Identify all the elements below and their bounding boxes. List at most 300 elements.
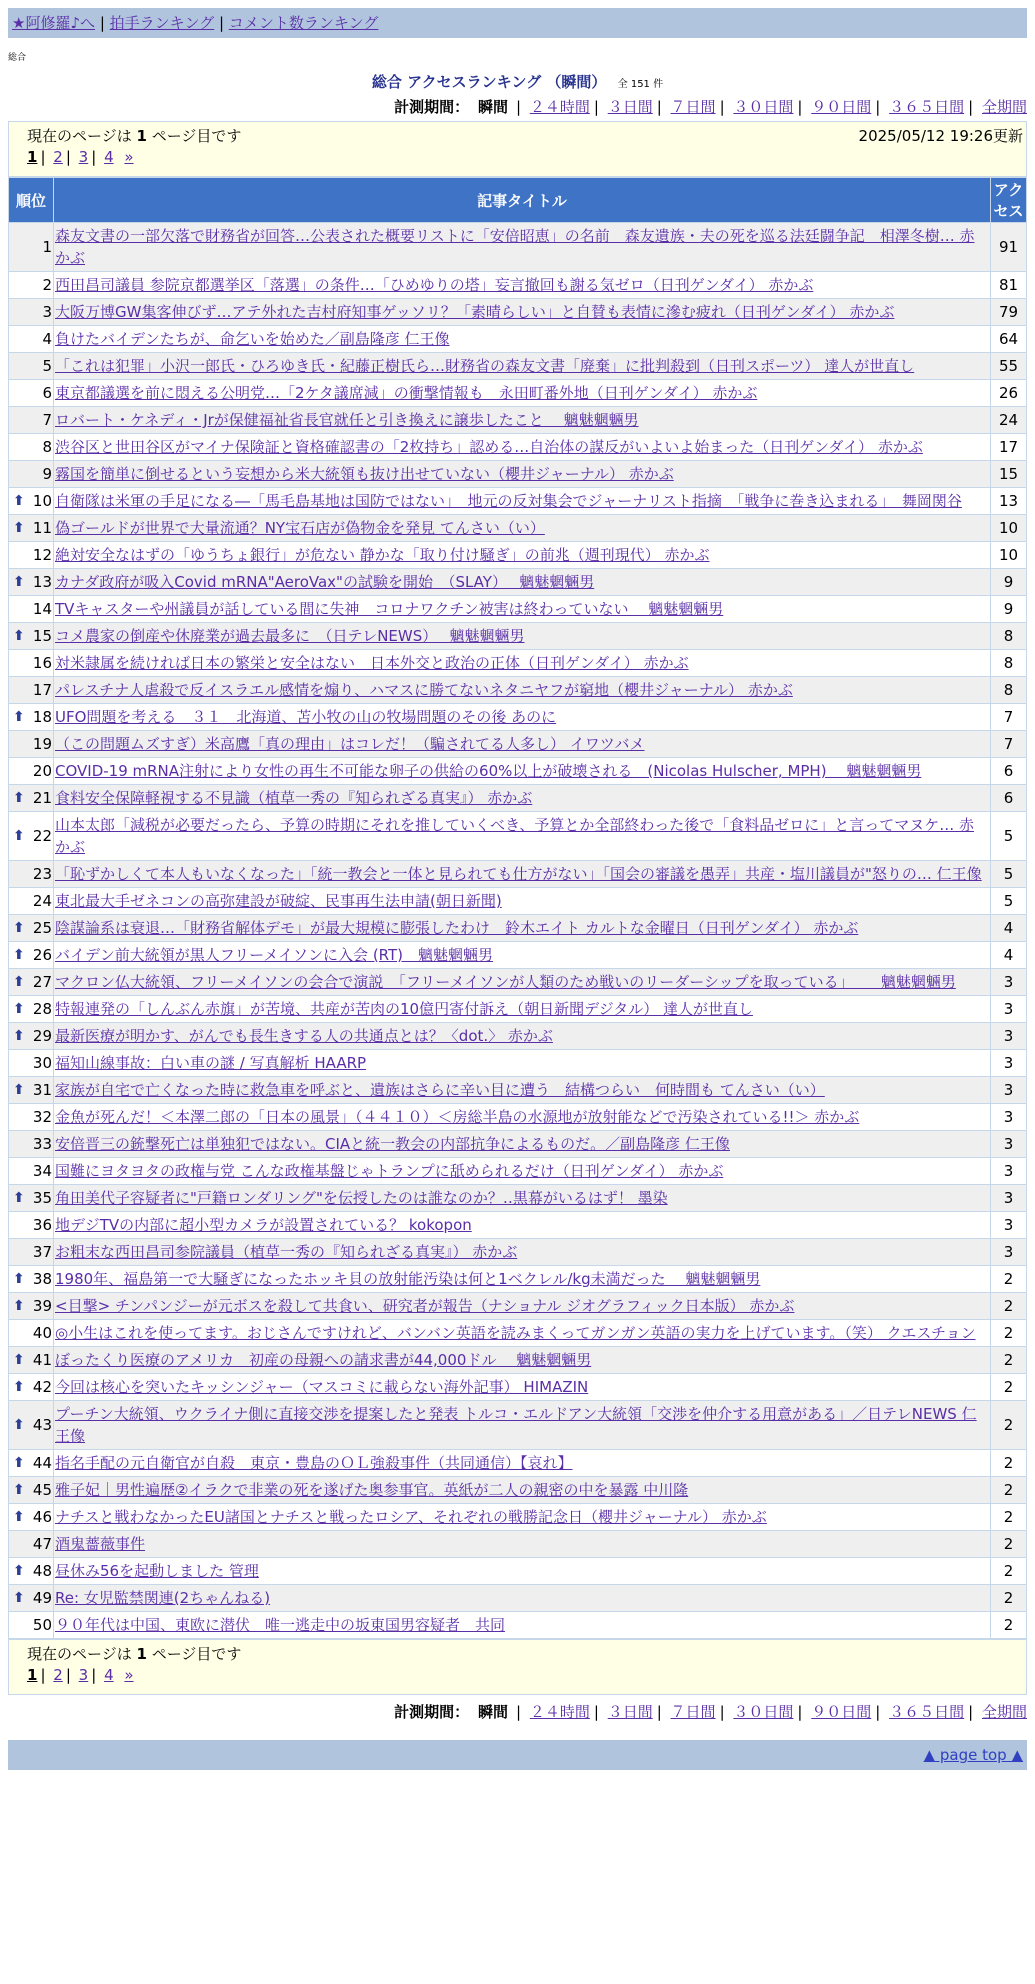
- top-nav-sep: |: [99, 14, 110, 32]
- table-row: [9, 758, 1027, 785]
- period-current: 瞬間: [477, 98, 508, 116]
- rank-number: 50: [9, 1612, 54, 1639]
- access-count: 81: [991, 272, 1027, 299]
- rank-number: 33: [9, 1131, 54, 1158]
- article-title-cell: [54, 272, 991, 299]
- article-link[interactable]: 渋谷区と世田谷区がマイナ保険証と資格確認書の「2枚持ち」認める…自治体の謀反がいよいよ始まった（日刊ゲンダイ） 赤かぶ: [55, 438, 923, 456]
- access-count: 6: [991, 785, 1027, 812]
- access-count: 8: [991, 677, 1027, 704]
- article-link[interactable]: 雅子妃｜男性遍歴②イラクで非業の死を遂げた奥参事官。英紙が二人の親密の中を暴露 中川隆: [55, 1481, 689, 1499]
- article-link[interactable]: Re: 女児監禁関連(2ちゃんねる): [55, 1589, 271, 1607]
- table-row: [9, 1531, 1027, 1558]
- article-link[interactable]: 山本太郎「減税が必要だったら、予算の時期にそれを推していくべき、予算とか全部終わった後で「食料品ゼロに」と言ってマヌケ… 赤かぶ: [55, 816, 975, 856]
- access-count: 10: [991, 542, 1027, 569]
- period-link-30d[interactable]: ３０日間: [733, 98, 794, 116]
- article-link[interactable]: 特報連発の「しんぶん赤旗」が苦境、共産が苦肉の10億円寄付訴え（朝日新聞デジタル） 達人が世直し: [55, 1000, 753, 1018]
- rank-number: 6: [9, 380, 54, 407]
- table-row: [9, 1450, 1027, 1477]
- table-row: [9, 299, 1027, 326]
- article-title-cell: [54, 996, 991, 1023]
- access-count: 3: [991, 1158, 1027, 1185]
- access-count: 5: [991, 861, 1027, 888]
- article-link[interactable]: 西田昌司議員 参院京都選挙区「落選」の条件…「ひめゆりの塔」妄言撤回も謝る気ゼロ（日刊ゲンダイ） 赤かぶ: [55, 276, 814, 294]
- period-label: 計測期間：: [394, 1703, 470, 1721]
- rank-number: 2: [9, 272, 54, 299]
- rank-up-arrow-icon: ⬆: [13, 1379, 25, 1395]
- article-link[interactable]: 対米隷属を続ければ日本の繁栄と安全はない 日本外交と政治の正体（日刊ゲンダイ） 赤かぶ: [55, 654, 689, 672]
- table-row: [9, 1558, 1027, 1585]
- article-link[interactable]: 陰謀論系は衰退…「財務省解体デモ」が最大規模に膨張したわけ 鈴木エイト カルトな金曜日（日刊ゲンダイ） 赤かぶ: [55, 919, 859, 937]
- access-count: 3: [991, 969, 1027, 996]
- table-row: [9, 326, 1027, 353]
- access-count: 2: [991, 1320, 1027, 1347]
- rank-number: 14: [9, 596, 54, 623]
- bottom-bar: [8, 1740, 1027, 1770]
- article-title-cell: [54, 434, 991, 461]
- rank-number: 20: [9, 758, 54, 785]
- article-title-cell: [54, 1158, 991, 1185]
- access-count: 4: [991, 915, 1027, 942]
- access-count: 26: [991, 380, 1027, 407]
- rank-up-arrow-icon: ⬆: [13, 1482, 25, 1498]
- rank-number: ⬆ 42: [9, 1374, 54, 1401]
- article-title-cell: [54, 1585, 991, 1612]
- table-row: [9, 1401, 1027, 1450]
- rank-number: 1: [9, 223, 54, 272]
- rank-up-arrow-icon: ⬆: [13, 574, 25, 590]
- pagination-top: 1 | 2 | 3 | 4 »: [27, 148, 134, 166]
- article-title-cell: [54, 1504, 991, 1531]
- access-count: 15: [991, 461, 1027, 488]
- article-link[interactable]: 福知山線事故：白い車の謎 / 写真解析 HAARP: [55, 1054, 367, 1072]
- article-title-cell: [54, 650, 991, 677]
- access-count: 6: [991, 758, 1027, 785]
- table-row: [9, 353, 1027, 380]
- table-row: [9, 996, 1027, 1023]
- page-link-next[interactable]: »: [124, 148, 134, 166]
- article-link[interactable]: 森友文書の一部欠落で財務省が回答…公表された概要リストに「安倍昭恵」の名前 森友遺族・夫の死を巡る法廷闘争記 相澤冬樹… 赤かぶ: [55, 227, 975, 267]
- article-link[interactable]: 角田美代子容疑者に"戸籍ロンダリング"を伝授したのは誰なのか？‥黒幕がいるはず！ 墨染: [55, 1189, 668, 1207]
- rank-number: 12: [9, 542, 54, 569]
- rank-number: ⬆ 25: [9, 915, 54, 942]
- article-link[interactable]: TVキャスターや州議員が話している間に失神 コロナワクチン被害は終わっていない 魑魅魍魎男: [55, 600, 724, 618]
- table-row: [9, 915, 1027, 942]
- table-row: [9, 731, 1027, 758]
- table-row: [9, 272, 1027, 299]
- access-count: 2: [991, 1401, 1027, 1450]
- article-title-cell: [54, 326, 991, 353]
- rank-up-arrow-icon: ⬆: [13, 1028, 25, 1044]
- article-link[interactable]: パレスチナ人虐殺で反イスラエル感情を煽り、ハマスに勝てないネタニヤフが窮地（櫻井ジャーナル） 赤かぶ: [55, 681, 793, 699]
- table-row: [9, 569, 1027, 596]
- access-count: 3: [991, 1023, 1027, 1050]
- rank-number: ⬆ 35: [9, 1185, 54, 1212]
- article-link[interactable]: 地デジTVの内部に超小型カメラが設置されている？ kokopon: [55, 1216, 472, 1234]
- rank-number: ⬆ 13: [9, 569, 54, 596]
- article-link[interactable]: マクロン仏大統領、フリーメイソンの会合で演説 「フリーメイソンが人類のため戦いのリーダーシップを取っている」 魑魅魍魎男: [55, 973, 956, 991]
- article-link[interactable]: 負けたバイデンたちが、命乞いを始めた／副島隆彦 仁王像: [55, 330, 450, 348]
- article-title-cell: [54, 812, 991, 861]
- article-link[interactable]: 霧国を簡単に倒せるという妄想から米大統領も抜け出せていない（櫻井ジャーナル） 赤かぶ: [55, 465, 674, 483]
- article-title-cell: [54, 1077, 991, 1104]
- article-link[interactable]: 最新医療が明かす、がんでも長生きする人の共通点とは？〈dot.〉 赤かぶ: [55, 1027, 553, 1045]
- article-link[interactable]: ぼったくり医療のアメリカ 初産の母親への請求書が44,000ドル 魑魅魍魎男: [55, 1351, 592, 1369]
- article-link[interactable]: ◎小生はこれを使ってます。おじさんですけれど、バンバン英語を読みまくってガンガン英語の実力を上げています。（笑） クエスチョン: [55, 1324, 976, 1342]
- page-link-3[interactable]: 3: [78, 1666, 89, 1684]
- table-row: [9, 1050, 1027, 1077]
- article-title-cell: [54, 223, 991, 272]
- page-link-2[interactable]: 2: [53, 1666, 63, 1684]
- table-row: [9, 650, 1027, 677]
- period-link-7d[interactable]: ７日間: [670, 1703, 716, 1721]
- table-row: [9, 1293, 1027, 1320]
- rank-up-arrow-icon: ⬆: [13, 1271, 25, 1287]
- article-link[interactable]: 安倍晋三の銃撃死亡は単独犯ではない。CIAと統一教会の内部抗争によるものだ。／副島隆彦 仁王像: [55, 1135, 730, 1153]
- rank-up-arrow-icon: ⬆: [13, 1082, 25, 1098]
- rank-up-arrow-icon: ⬆: [13, 1455, 25, 1471]
- table-row: [9, 542, 1027, 569]
- rank-number: 37: [9, 1239, 54, 1266]
- article-link[interactable]: プーチン大統領、ウクライナ側に直接交渉を提案したと発表 トルコ・エルドアン大統領「交渉を仲介する用意がある」／日テレNEWS 仁王像: [55, 1405, 977, 1445]
- page-title: 総合 アクセスランキング （瞬間）: [371, 73, 607, 91]
- article-link[interactable]: COVID-19 mRNA注射により女性の再生不可能な卵子の供給の60%以上が破壊される (Nicolas Hulscher, MPH) 魑魅魍魎男: [55, 762, 922, 780]
- article-title-cell: [54, 677, 991, 704]
- article-link[interactable]: 東北最大手ゼネコンの高弥建設が破綻、民事再生法申請(朝日新聞): [55, 892, 502, 910]
- access-count: 3: [991, 1185, 1027, 1212]
- rank-up-arrow-icon: ⬆: [13, 1590, 25, 1606]
- article-title-cell: [54, 1320, 991, 1347]
- ranking-body: [9, 223, 1027, 1639]
- access-count: 7: [991, 704, 1027, 731]
- access-count: 7: [991, 731, 1027, 758]
- top-link-applause-ranking[interactable]: 拍手ランキング: [109, 14, 215, 32]
- table-row: [9, 515, 1027, 542]
- table-row: [9, 1266, 1027, 1293]
- article-title-cell: [54, 969, 991, 996]
- table-row: [9, 1158, 1027, 1185]
- rank-up-arrow-icon: ⬆: [13, 947, 25, 963]
- rank-up-arrow-icon: ⬆: [13, 1190, 25, 1206]
- rank-up-arrow-icon: ⬆: [13, 790, 25, 806]
- table-row: [9, 861, 1027, 888]
- article-link[interactable]: 国難にヨタヨタの政権与党 こんな政権基盤じゃトランプに舐められるだけ（日刊ゲンダイ） 赤かぶ: [55, 1162, 724, 1180]
- table-row: [9, 1612, 1027, 1639]
- header-title: 記事タイトル: [54, 178, 991, 223]
- page-link-next[interactable]: »: [124, 1666, 134, 1684]
- page-current: 1: [27, 148, 38, 166]
- rank-number: 17: [9, 677, 54, 704]
- article-title-cell: [54, 1104, 991, 1131]
- table-row: [9, 888, 1027, 915]
- article-link[interactable]: コメ農家の倒産や休廃業が過去最多に （日テレNEWS） 魑魅魍魎男: [55, 627, 525, 645]
- rank-up-arrow-icon: ⬆: [13, 828, 25, 844]
- article-title-cell: [54, 1131, 991, 1158]
- rank-number: ⬆ 48: [9, 1558, 54, 1585]
- page-link-2[interactable]: 2: [53, 148, 63, 166]
- table-row: [9, 596, 1027, 623]
- article-link[interactable]: 今回は核心を突いたキッシンジャー（マスコミに載らない海外記事） HIMAZIN: [55, 1378, 589, 1396]
- rank-number: ⬆ 38: [9, 1266, 54, 1293]
- page-top-link[interactable]: ▲ page top ▲: [923, 1746, 1023, 1764]
- article-link[interactable]: 「これは犯罪」小沢一郎氏・ひろゆき氏・紀藤正樹氏ら…財務省の森友文書「廃棄」に批判殺到（日刊スポーツ） 達人が世直し: [55, 357, 915, 375]
- table-row: [9, 704, 1027, 731]
- access-count: 3: [991, 1239, 1027, 1266]
- period-link-3d[interactable]: ３日間: [607, 1703, 653, 1721]
- rank-number: 4: [9, 326, 54, 353]
- article-title-cell: [54, 1612, 991, 1639]
- access-count: 8: [991, 623, 1027, 650]
- rank-number: 19: [9, 731, 54, 758]
- page-link-4[interactable]: 4: [104, 1666, 114, 1684]
- rank-number: 47: [9, 1531, 54, 1558]
- rank-up-arrow-icon: ⬆: [13, 1001, 25, 1017]
- table-row: [9, 969, 1027, 996]
- access-count: 24: [991, 407, 1027, 434]
- table-row: [9, 677, 1027, 704]
- article-title-cell: [54, 380, 991, 407]
- period-link-24h[interactable]: ２４時間: [529, 98, 590, 116]
- table-row: [9, 785, 1027, 812]
- article-title-cell: [54, 942, 991, 969]
- rank-number: ⬆ 28: [9, 996, 54, 1023]
- period-link-90d[interactable]: ９０日間: [811, 98, 872, 116]
- header-rank: 順位: [9, 178, 54, 223]
- access-count: 2: [991, 1347, 1027, 1374]
- article-title-cell: [54, 461, 991, 488]
- article-title-cell: [54, 1401, 991, 1450]
- period-link-365d[interactable]: ３６５日間: [889, 1703, 965, 1721]
- access-count: 2: [991, 1477, 1027, 1504]
- rank-number: 3: [9, 299, 54, 326]
- access-count: 2: [991, 1374, 1027, 1401]
- access-count: 8: [991, 650, 1027, 677]
- access-count: 2: [991, 1266, 1027, 1293]
- article-link[interactable]: 酒鬼薔薇事件: [55, 1535, 146, 1553]
- table-row: [9, 1320, 1027, 1347]
- current-page-text-bottom: 現在のページは 1 ページ目です: [27, 1645, 242, 1663]
- article-title-cell: [54, 1347, 991, 1374]
- rank-number: ⬆ 41: [9, 1347, 54, 1374]
- table-row: [9, 380, 1027, 407]
- article-link[interactable]: ナチスと戦わなかったEU諸国とナチスと戦ったロシア、それぞれの戦勝記念日（櫻井ジャーナル） 赤かぶ: [55, 1508, 767, 1526]
- page-current: 1: [27, 1666, 38, 1684]
- table-row: [9, 407, 1027, 434]
- access-count: 55: [991, 353, 1027, 380]
- period-current: 瞬間: [477, 1703, 508, 1721]
- rank-up-arrow-icon: ⬆: [13, 1563, 25, 1579]
- access-count: 2: [991, 1293, 1027, 1320]
- rank-number: 9: [9, 461, 54, 488]
- rank-number: ⬆ 45: [9, 1477, 54, 1504]
- period-label: 計測期間：: [394, 98, 470, 116]
- rank-up-arrow-icon: ⬆: [13, 1509, 25, 1525]
- table-row: [9, 1239, 1027, 1266]
- period-link-24h[interactable]: ２４時間: [529, 1703, 590, 1721]
- access-count: 3: [991, 996, 1027, 1023]
- period-link-all[interactable]: 全期間: [981, 98, 1027, 116]
- rank-number: ⬆ 29: [9, 1023, 54, 1050]
- article-title-cell: [54, 596, 991, 623]
- article-link[interactable]: （この問題ムズすぎ）米高鷹「真の理由」はコレだ！（騙されてる人多し） イワツバメ: [55, 735, 645, 753]
- rank-up-arrow-icon: ⬆: [13, 1298, 25, 1314]
- article-title-cell: [54, 1477, 991, 1504]
- article-title-cell: [54, 1531, 991, 1558]
- period-selector-bottom: 計測期間： 瞬間 | ２４時間 | ３日間 | ７日間 | ３０日間 | ９０日間 | ３６５日間 | 全期間: [394, 1703, 1027, 1721]
- access-count: 3: [991, 1212, 1027, 1239]
- access-count: 2: [991, 1504, 1027, 1531]
- access-count: 2: [991, 1585, 1027, 1612]
- article-title-cell: [54, 785, 991, 812]
- article-title-cell: [54, 353, 991, 380]
- article-link[interactable]: 金魚が死んだ！＜本澤二郎の「日本の風景」（４４１０）＜房総半島の水源地が放射能などで汚染されている!!＞ 赤かぶ: [55, 1108, 860, 1126]
- article-link[interactable]: 東京都議選を前に悶える公明党…「2ケタ議席減」の衝撃情報も 永田町番外地（日刊ゲンダイ） 赤かぶ: [55, 384, 758, 402]
- pagination-bottom: 1 | 2 | 3 | 4 »: [27, 1666, 134, 1684]
- updated-timestamp: 2025/05/12 19:26更新: [858, 127, 1023, 145]
- article-title-cell: [54, 731, 991, 758]
- article-link[interactable]: 偽ゴールドが世界で大量流通？NY宝石店が偽物金を発見 てんさい（い）: [55, 519, 545, 537]
- rank-number: 8: [9, 434, 54, 461]
- period-link-7d[interactable]: ７日間: [670, 98, 716, 116]
- table-row: [9, 623, 1027, 650]
- article-link[interactable]: 「恥ずかしくて本人もいなくなった」「統一教会と一体と見られても仕方がない」「国会の審議を愚弄」共産・塩川議員が"怒りの… 仁王像: [55, 865, 982, 883]
- page-info-bottom: [8, 1639, 1027, 1695]
- rank-up-arrow-icon: ⬆: [13, 493, 25, 509]
- article-link[interactable]: 1980年、福島第一で大騒ぎになったホッキ貝の放射能汚染は何と1ベクレル/kg未満だった 魑魅魍魎男: [55, 1270, 761, 1288]
- rank-number: ⬆ 10: [9, 488, 54, 515]
- article-title-cell: [54, 1374, 991, 1401]
- access-count: 91: [991, 223, 1027, 272]
- article-title-cell: [54, 488, 991, 515]
- access-count: 5: [991, 812, 1027, 861]
- access-count: 17: [991, 434, 1027, 461]
- top-nav-sep: |: [218, 14, 229, 32]
- period-link-3d[interactable]: ３日間: [607, 98, 653, 116]
- table-row: [9, 1023, 1027, 1050]
- article-title-cell: [54, 569, 991, 596]
- rank-up-arrow-icon: ⬆: [13, 628, 25, 644]
- article-link[interactable]: バイデン前大統領が黒人フリーメイソンに入会 (RT) 魑魅魍魎男: [55, 946, 494, 964]
- article-title-cell: [54, 623, 991, 650]
- category-label: 総合: [8, 53, 27, 63]
- access-count: 3: [991, 1131, 1027, 1158]
- access-count: 13: [991, 488, 1027, 515]
- access-count: 2: [991, 1558, 1027, 1585]
- rank-number: 30: [9, 1050, 54, 1077]
- article-title-cell: [54, 861, 991, 888]
- page-link-4[interactable]: 4: [104, 148, 114, 166]
- table-row: [9, 1077, 1027, 1104]
- rank-number: 36: [9, 1212, 54, 1239]
- rank-number: ⬆ 15: [9, 623, 54, 650]
- period-selector-top: 計測期間： 瞬間 | ２４時間 | ３日間 | ７日間 | ３０日間 | ９０日間 | ３６５日間 | 全期間: [394, 98, 1027, 116]
- access-count: 5: [991, 888, 1027, 915]
- article-link[interactable]: ９０年代は中国、東欧に潜伏 唯一逃走中の坂東国男容疑者 共同: [55, 1616, 506, 1634]
- rank-number: ⬆ 21: [9, 785, 54, 812]
- table-row: [9, 942, 1027, 969]
- rank-number: ⬆ 11: [9, 515, 54, 542]
- table-row: [9, 1585, 1027, 1612]
- period-link-90d[interactable]: ９０日間: [811, 1703, 872, 1721]
- period-link-all[interactable]: 全期間: [981, 1703, 1027, 1721]
- table-row: [9, 223, 1027, 272]
- article-link[interactable]: 家族が自宅で亡くなった時に救急車を呼ぶと、遺族はさらに辛い目に遭う 結構つらい 何時間も てんさい（い）: [55, 1081, 825, 1099]
- rank-number: ⬆ 43: [9, 1401, 54, 1450]
- top-link-comment-ranking[interactable]: コメント数ランキング: [228, 14, 379, 32]
- rank-number: 5: [9, 353, 54, 380]
- rank-up-arrow-icon: ⬆: [13, 920, 25, 936]
- access-count: 9: [991, 596, 1027, 623]
- period-link-365d[interactable]: ３６５日間: [889, 98, 965, 116]
- article-title-cell: [54, 1293, 991, 1320]
- article-title-cell: [54, 1212, 991, 1239]
- rank-number: 40: [9, 1320, 54, 1347]
- rank-number: ⬆ 22: [9, 812, 54, 861]
- article-link[interactable]: 指名手配の元自衛官が自殺 東京・豊島のＯＬ強殺事件（共同通信）【哀れ】: [55, 1454, 573, 1472]
- article-link[interactable]: 昼休み56を起動しました 管理: [55, 1562, 259, 1580]
- article-link[interactable]: 大阪万博GW集客伸びず…アテ外れた吉村府知事ゲッソリ？「素晴らしい」と自賛も表情に滲む疲れ（日刊ゲンダイ） 赤かぶ: [55, 303, 895, 321]
- top-nav-bar: [8, 8, 1027, 38]
- article-title-cell: [54, 915, 991, 942]
- access-count: 64: [991, 326, 1027, 353]
- rank-number: ⬆ 26: [9, 942, 54, 969]
- rank-number: 32: [9, 1104, 54, 1131]
- table-row: [9, 461, 1027, 488]
- table-row: [9, 1185, 1027, 1212]
- article-title-cell: [54, 1450, 991, 1477]
- page-info-top: [8, 121, 1027, 177]
- rank-up-arrow-icon: ⬆: [13, 1352, 25, 1368]
- top-link-asyura[interactable]: ★阿修羅♪へ: [12, 14, 96, 32]
- access-count: 9: [991, 569, 1027, 596]
- article-link[interactable]: カナダ政府が吸入Covid mRNA"AeroVax"の試験を開始 （SLAY） 魑魅魍魎男: [55, 573, 595, 591]
- table-row: [9, 488, 1027, 515]
- period-link-30d[interactable]: ３０日間: [733, 1703, 794, 1721]
- article-link[interactable]: UFO問題を考える ３１ 北海道、苫小牧の山の牧場問題のその後 あのに: [55, 708, 557, 726]
- article-title-cell: [54, 758, 991, 785]
- table-row: [9, 1504, 1027, 1531]
- current-page-text: 現在のページは 1 ページ目です: [27, 127, 242, 145]
- access-count: 3: [991, 1104, 1027, 1131]
- rank-up-arrow-icon: ⬆: [13, 974, 25, 990]
- access-count: 2: [991, 1450, 1027, 1477]
- article-link[interactable]: 食料安全保障軽視する不見識（植草一秀の『知られざる真実』） 赤かぶ: [55, 789, 533, 807]
- article-title-cell: [54, 1050, 991, 1077]
- ranking-table: [8, 177, 1027, 1639]
- rank-number: ⬆ 44: [9, 1450, 54, 1477]
- rank-number: ⬆ 39: [9, 1293, 54, 1320]
- table-row: [9, 1212, 1027, 1239]
- table-row: [9, 1104, 1027, 1131]
- article-title-cell: [54, 1185, 991, 1212]
- table-row: [9, 1477, 1027, 1504]
- page-link-3[interactable]: 3: [78, 148, 89, 166]
- access-count: 3: [991, 1050, 1027, 1077]
- article-title-cell: [54, 1558, 991, 1585]
- article-link[interactable]: ロバート・ケネディ・Jrが保健福祉省長官就任と引き換えに譲歩したこと 魑魅魍魎男: [55, 411, 639, 429]
- rank-number: ⬆ 46: [9, 1504, 54, 1531]
- table-row: [9, 1131, 1027, 1158]
- article-link[interactable]: 絶対安全なはずの「ゆうちょ銀行」が危ない 静かな「取り付け騒ぎ」の前兆（週刊現代） 赤かぶ: [55, 546, 710, 564]
- article-link[interactable]: お粗末な西田昌司参院議員（植草一秀の『知られざる真実』） 赤かぶ: [55, 1243, 518, 1261]
- article-title-cell: [54, 888, 991, 915]
- article-link[interactable]: 自衛隊は米軍の手足になる―「馬毛島基地は国防ではない」 地元の反対集会でジャーナリスト指摘 「戦争に巻き込まれる」 舞岡関谷: [55, 492, 962, 510]
- rank-number: 24: [9, 888, 54, 915]
- article-title-cell: [54, 1239, 991, 1266]
- article-link[interactable]: <目撃> チンパンジーが元ボスを殺して共食い、研究者が報告（ナショナル ジオグラフィック日本版） 赤かぶ: [55, 1297, 795, 1315]
- total-count: 全 151 件: [617, 79, 664, 90]
- access-count: 4: [991, 942, 1027, 969]
- rank-number: ⬆ 27: [9, 969, 54, 996]
